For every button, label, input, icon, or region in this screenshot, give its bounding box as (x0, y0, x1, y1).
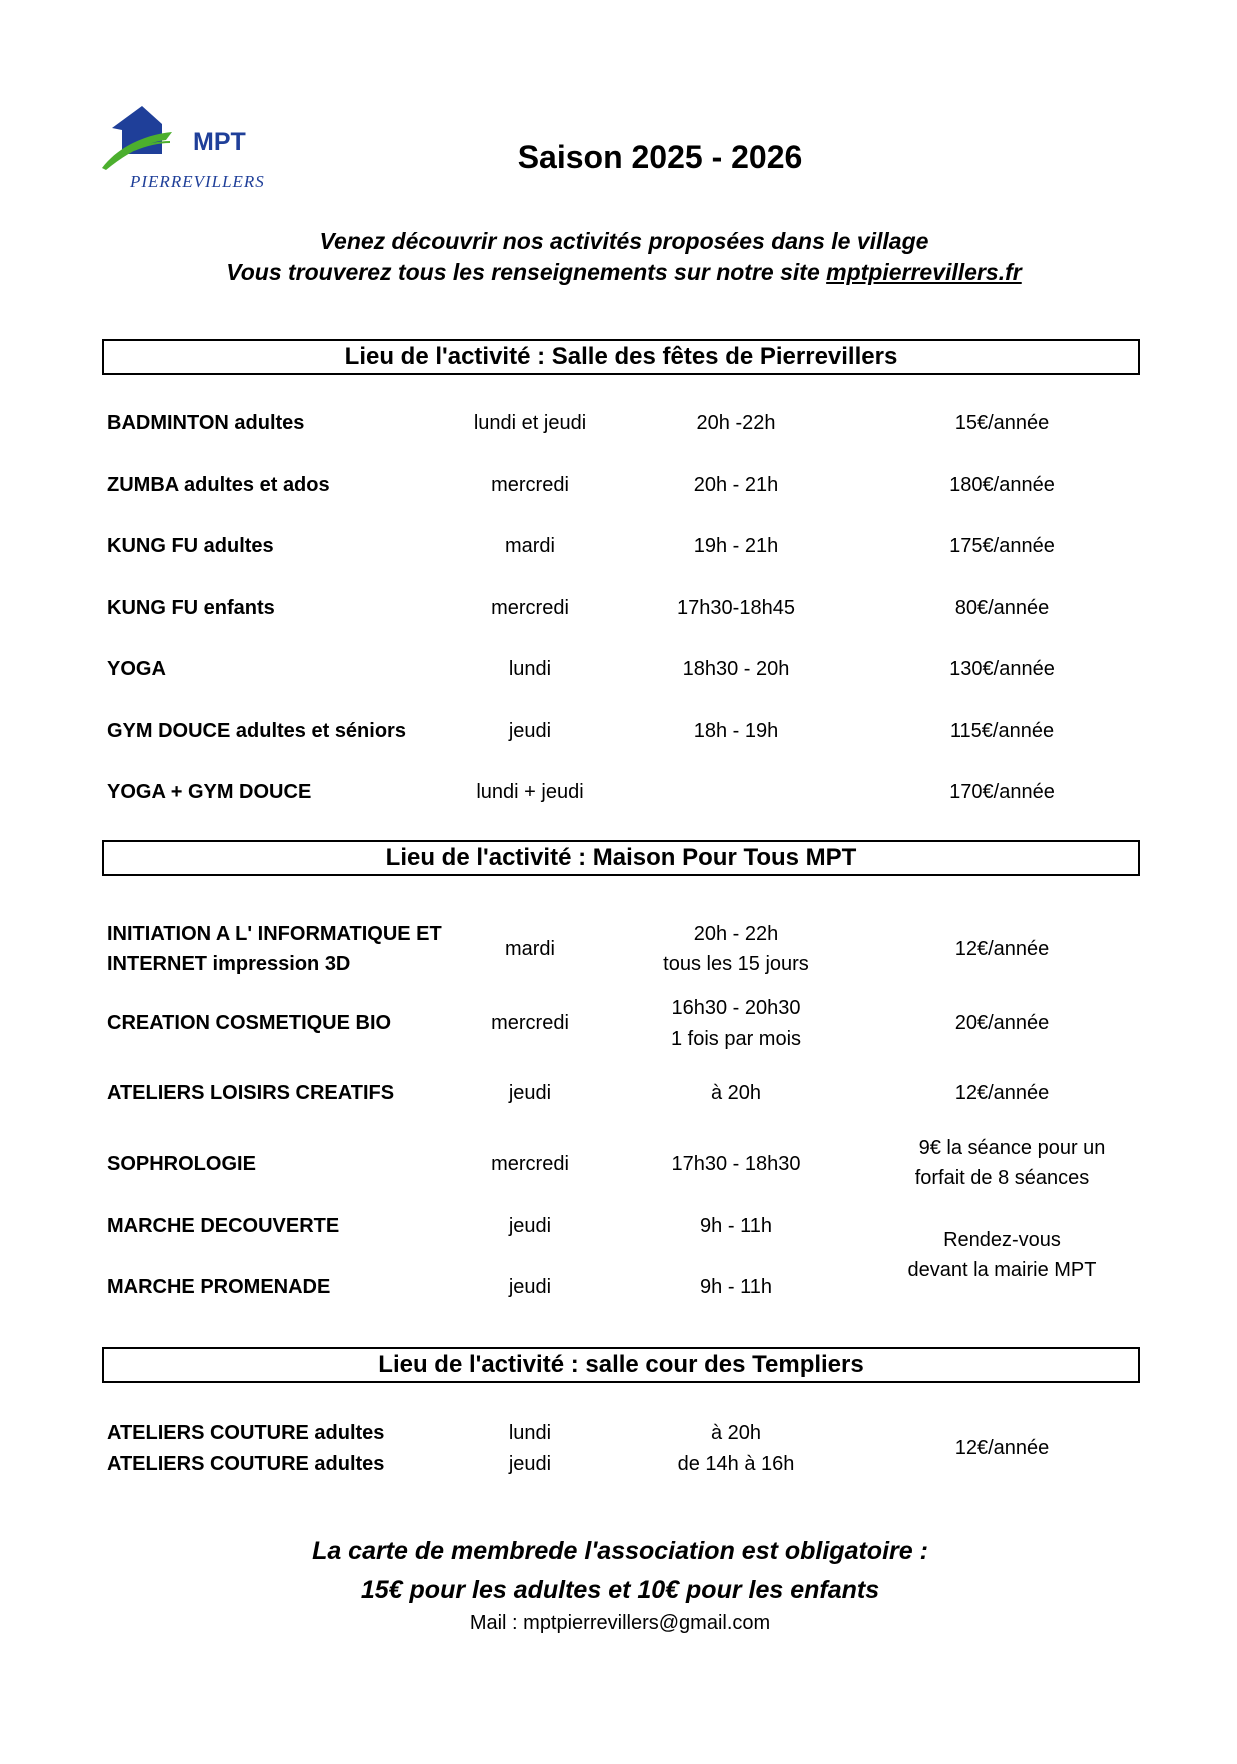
intro-line-1: Venez découvrir nos activités proposées dans le village (319, 228, 929, 254)
activity-time: 17h30 - 18h30 (671, 1153, 801, 1175)
section-header-salle-des-fetes: Lieu de l'activité : Salle des fêtes de Pierrevillers (102, 339, 1140, 375)
activity-time: de 14h à 16h (677, 1453, 795, 1475)
activity-time: 9h - 11h (700, 1215, 772, 1237)
logo-town-name: PIERREVILLERS (130, 172, 265, 191)
activity-day: mercredi (491, 597, 569, 619)
activity-name: BADMINTON adultes (107, 412, 305, 434)
activity-price: 12€/année (954, 938, 1050, 960)
page-title: Saison 2025 - 2026 (517, 139, 803, 175)
activity-time: 19h - 21h (693, 535, 779, 557)
activity-day: jeudi (508, 720, 552, 742)
activity-price: 15€/année (954, 412, 1050, 434)
activity-name: GYM DOUCE adultes et séniors (107, 720, 406, 742)
activity-time: à 20h (710, 1082, 762, 1104)
activity-day: mercredi (491, 1153, 569, 1175)
activity-time: 20h - 21h (693, 474, 779, 496)
activity-time: 17h30-18h45 (677, 597, 795, 619)
activity-name-line-2: INTERNET impression 3D (107, 953, 351, 975)
activity-time: 18h - 19h (693, 720, 779, 742)
activity-name: ATELIERS COUTURE adultes (107, 1453, 385, 1475)
membership-notice-line-1: La carte de membrede l'association est obligatoire : (312, 1537, 928, 1565)
logo-abbreviation: MPT (193, 128, 246, 156)
activity-price: 175€/année (949, 535, 1055, 557)
activity-price: 80€/année (954, 597, 1050, 619)
activity-name: MARCHE DECOUVERTE (107, 1215, 340, 1237)
activity-name: ZUMBA adultes et ados (107, 474, 330, 496)
activity-price: 12€/année (954, 1082, 1050, 1104)
activity-day: mercredi (491, 1012, 569, 1034)
activity-day: jeudi (508, 1215, 552, 1237)
contact-mail[interactable]: Mail : mptpierrevillers@gmail.com (469, 1612, 771, 1634)
activity-day: jeudi (508, 1276, 552, 1298)
activity-day: lundi et jeudi (473, 412, 587, 434)
membership-notice-line-2: 15€ pour les adultes et 10€ pour les enfants (360, 1576, 880, 1604)
activity-time-line-2: tous les 15 jours (663, 953, 809, 975)
intro-line-2-text: Vous trouverez tous les renseignements sur notre site (226, 259, 827, 285)
activity-name: KUNG FU adultes (107, 535, 274, 557)
activity-time: 9h - 11h (700, 1276, 772, 1298)
section-header-cour-des-templiers: Lieu de l'activité : salle cour des Templiers (102, 1347, 1140, 1383)
marche-meeting-note-line-2: devant la mairie MPT (907, 1259, 1097, 1281)
activity-price: 12€/année (954, 1437, 1050, 1459)
activity-price: 180€/année (949, 474, 1055, 496)
intro-line-2 (0, 259, 1237, 286)
activity-day: lundi + jeudi (476, 781, 584, 803)
marche-meeting-note-line-1: Rendez-vous (943, 1229, 1061, 1251)
activity-time-line-1: 20h - 22h (693, 923, 779, 945)
activity-price: 115€/année (949, 720, 1055, 742)
activity-day: lundi (508, 1422, 552, 1444)
activity-name: YOGA (107, 658, 166, 680)
activity-name: MARCHE PROMENADE (107, 1276, 331, 1298)
activity-name: KUNG FU enfants (107, 597, 275, 619)
activity-price-line-1: 9€ la séance pour un (918, 1137, 1106, 1159)
activity-time-line-2: 1 fois par mois (670, 1028, 802, 1050)
activity-time: 20h -22h (696, 412, 776, 434)
activity-price-line-2: forfait de 8 séances (914, 1167, 1090, 1189)
activity-name-line-1: INITIATION A L' INFORMATIQUE ET (107, 923, 442, 945)
activity-name: SOPHROLOGIE (107, 1153, 256, 1175)
activity-price: 130€/année (949, 658, 1055, 680)
activity-time: à 20h (710, 1422, 762, 1444)
activity-name: ATELIERS COUTURE adultes (107, 1422, 385, 1444)
activity-day: mardi (504, 535, 555, 557)
activity-day: mercredi (491, 474, 569, 496)
activity-day: jeudi (508, 1082, 552, 1104)
activity-time-line-1: 16h30 - 20h30 (671, 997, 801, 1019)
activity-price: 20€/année (954, 1012, 1050, 1034)
site-link[interactable]: mptpierrevillers.fr (826, 259, 1022, 285)
activity-day: jeudi (508, 1453, 552, 1475)
activity-price: 170€/année (949, 781, 1055, 803)
activity-name: YOGA + GYM DOUCE (107, 781, 312, 803)
activity-name: CREATION COSMETIQUE BIO (107, 1012, 392, 1034)
activity-time: 18h30 - 20h (682, 658, 790, 680)
activity-day: mardi (504, 938, 555, 960)
activity-name: ATELIERS LOISIRS CREATIFS (107, 1082, 395, 1104)
section-header-maison-pour-tous: Lieu de l'activité : Maison Pour Tous MPT (102, 840, 1140, 876)
activity-day: lundi (508, 658, 552, 680)
